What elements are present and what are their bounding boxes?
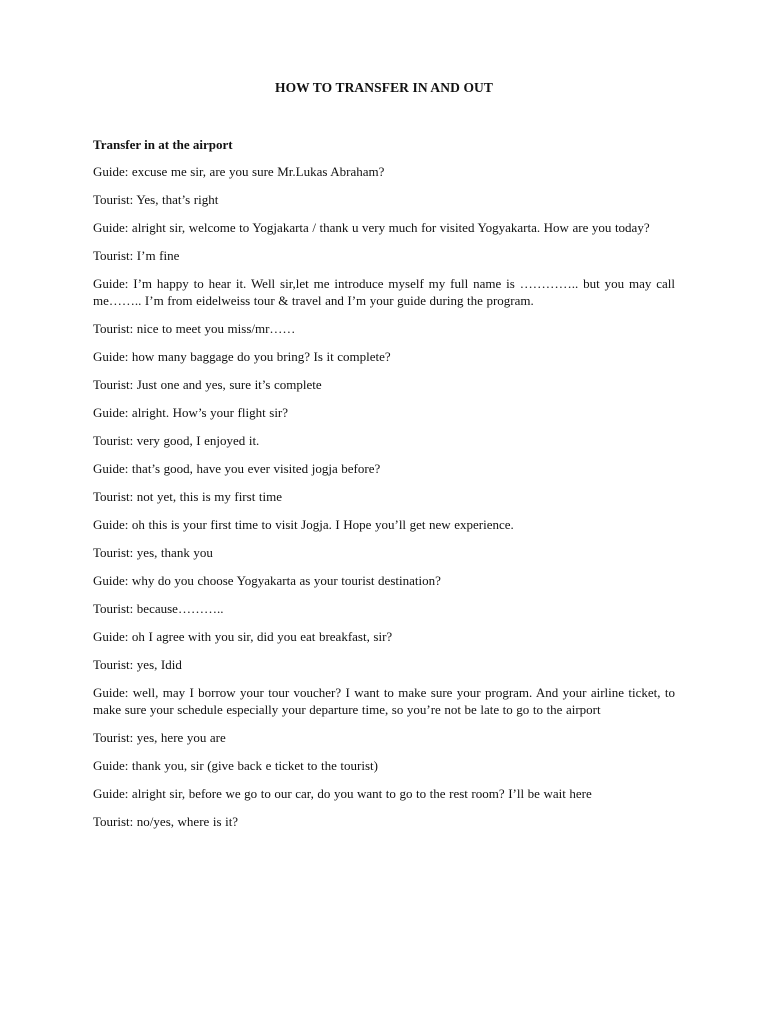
dialogue-line: Tourist: nice to meet you miss/mr…… bbox=[93, 321, 296, 336]
dialogue-line: Tourist: not yet, this is my first time bbox=[93, 489, 282, 504]
dialogue-line: Tourist: no/yes, where is it? bbox=[93, 814, 239, 829]
dialogue-line: Guide: oh this is your first time to visit Jogja. I Hope you’ll get new experience. bbox=[93, 517, 514, 532]
section-heading: Transfer in at the airport bbox=[93, 137, 233, 152]
dialogue-line: Guide: excuse me sir, are you sure Mr.Lukas Abraham? bbox=[93, 164, 385, 179]
dialogue-line: Guide: why do you choose Yogyakarta as your tourist destination? bbox=[93, 573, 441, 588]
dialogue-line: Tourist: yes, here you are bbox=[93, 730, 226, 745]
dialogue-line: Guide: I’m happy to hear it. Well sir,let me introduce myself my full name is ………….. but you may call me…….. I’m from eidelweiss tour & travel and I’m your guide during the program. bbox=[93, 276, 675, 308]
dialogue-line: Tourist: yes, thank you bbox=[93, 545, 213, 560]
dialogue-line: Tourist: I’m fine bbox=[93, 248, 180, 263]
dialogue-line: Guide: alright. How’s your flight sir? bbox=[93, 405, 289, 420]
dialogue-line: Guide: oh I agree with you sir, did you eat breakfast, sir? bbox=[93, 629, 393, 644]
dialogue-line: Guide: well, may I borrow your tour voucher? I want to make sure your program. And your airline ticket, to make sure your schedule especially your departure time, so you’re not be late to go to the airport bbox=[93, 685, 675, 717]
dialogue-list bbox=[93, 163, 675, 841]
dialogue-line: Tourist: yes, Idid bbox=[93, 657, 182, 672]
dialogue-line: Tourist: Yes, that’s right bbox=[93, 192, 219, 207]
dialogue-line: Guide: alright sir, before we go to our car, do you want to go to the rest room? I’ll be wait here bbox=[93, 786, 592, 801]
dialogue-line: Tourist: very good, I enjoyed it. bbox=[93, 433, 260, 448]
dialogue-line: Tourist: because……….. bbox=[93, 601, 224, 616]
dialogue-line: Guide: alright sir, welcome to Yogjakarta / thank u very much for visited Yogyakarta. How are you today? bbox=[93, 220, 650, 235]
document-title: HOW TO TRANSFER IN AND OUT bbox=[274, 80, 494, 95]
dialogue-line: Guide: how many baggage do you bring? Is it complete? bbox=[93, 349, 391, 364]
dialogue-line: Guide: thank you, sir (give back e ticket to the tourist) bbox=[93, 758, 378, 773]
dialogue-line: Guide: that’s good, have you ever visited jogja before? bbox=[93, 461, 381, 476]
dialogue-line: Tourist: Just one and yes, sure it’s complete bbox=[93, 377, 322, 392]
